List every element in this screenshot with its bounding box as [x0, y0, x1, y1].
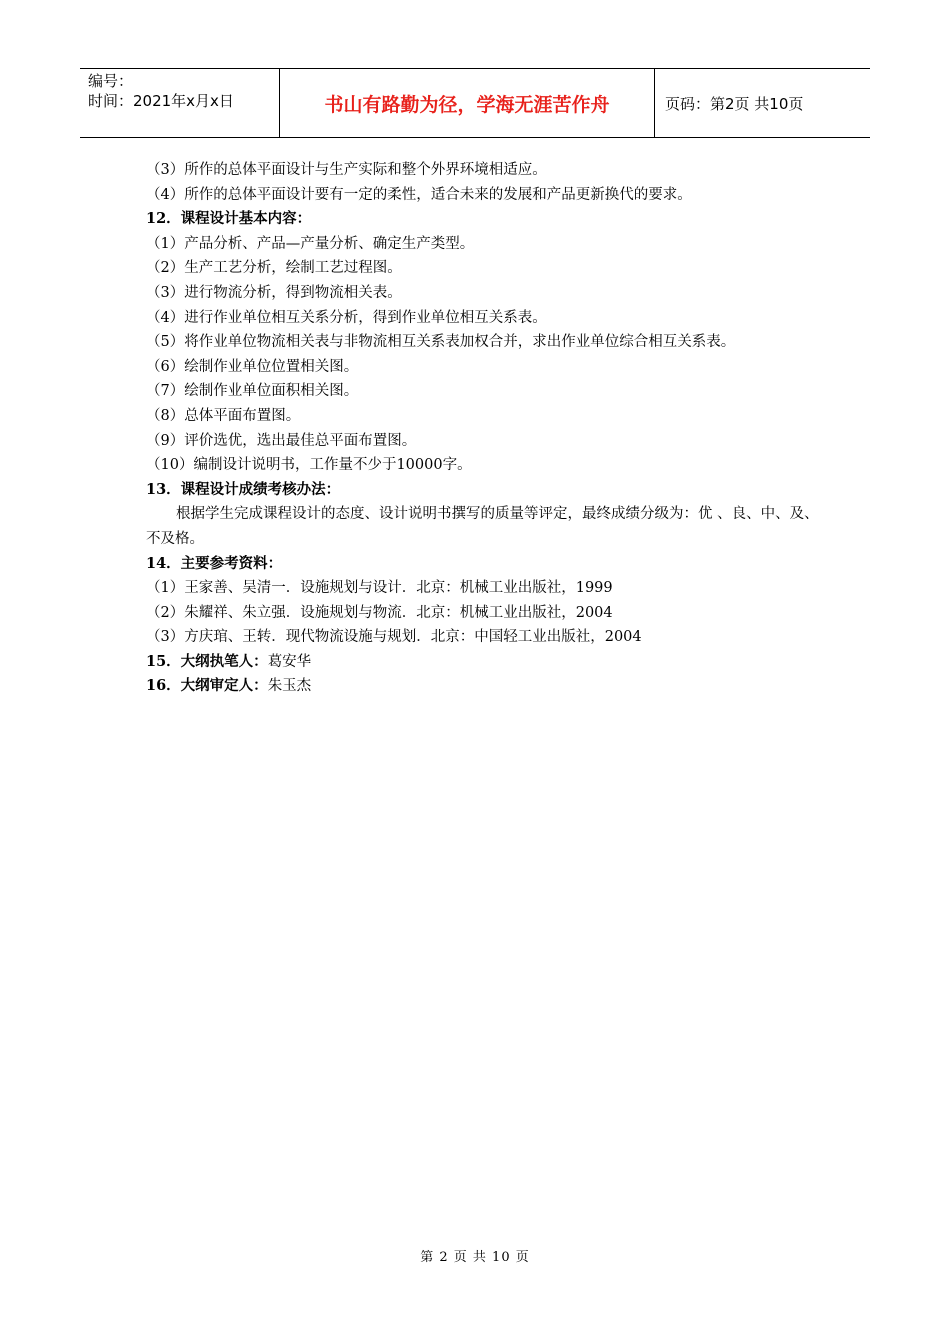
section-12-heading: 12．课程设计基本内容：	[146, 210, 312, 228]
reference-item: （2）朱耀祥、朱立强．设施规划与物流．北京：机械工业出版社，2004	[146, 604, 613, 621]
list-item: （8）总体平面布置图。	[146, 407, 301, 424]
document-body	[146, 158, 826, 699]
section-14-heading: 14．主要参考资料：	[146, 554, 283, 572]
paragraph-line: （3）所作的总体平面设计与生产实际和整个外界环境相适应。	[146, 162, 547, 178]
section-16-line	[146, 674, 826, 699]
list-item: （10）编制设计说明书，工作量不少于10000字。	[146, 457, 472, 474]
list-item: （6）绘制作业单位位置相关图。	[146, 358, 359, 375]
reference-item: （3）方庆琯、王转．现代物流设施与规划．北京：中国轻工业出版社，2004	[146, 629, 642, 646]
section-13-heading: 13．课程设计成绩考核办法：	[146, 480, 341, 498]
document-number-label: 编号：	[88, 72, 134, 90]
header-page-number: 页码：第2页 共10页	[665, 94, 804, 113]
paragraph-line: （4）所作的总体平面设计要有一定的柔性，适合未来的发展和产品更新换代的要求。	[146, 186, 692, 203]
syllabus-author: 葛安华	[267, 653, 312, 670]
page-header	[80, 68, 870, 138]
section-16-heading: 16．大纲审定人：	[146, 677, 268, 695]
syllabus-reviewer: 朱玉杰	[267, 678, 312, 695]
document-date: 时间：2021年x月x日	[88, 92, 234, 110]
section-15-line	[146, 650, 826, 675]
list-item: （5）将作业单位物流相关表与非物流相互关系表加权合并，求出作业单位综合相互关系表。	[146, 334, 736, 351]
list-item: （1）产品分析、产品—产量分析、确定生产类型。	[146, 235, 475, 252]
list-item: （4）进行作业单位相互关系分析，得到作业单位相互关系表。	[146, 309, 547, 326]
section-15-heading: 15．大纲执笔人：	[146, 652, 268, 670]
list-item: （9）评价选优，选出最佳总平面布置图。	[146, 432, 417, 449]
list-item: （7）绘制作业单位面积相关图。	[146, 383, 359, 400]
list-item: （2）生产工艺分析，绘制工艺过程图。	[146, 260, 402, 277]
page-footer: 第 2 页 共 10 页	[420, 1250, 530, 1265]
header-motto: 书山有路勤为径，学海无涯苦作舟	[280, 69, 655, 137]
list-item: （3）进行物流分析，得到物流相关表。	[146, 284, 402, 301]
grading-paragraph: 根据学生完成课程设计的态度、设计说明书撰写的质量等评定，最终成绩分级为：优 、良、中、及、不及格。	[146, 506, 819, 547]
header-meta	[80, 69, 280, 137]
reference-item: （1）王家善、吴清一．设施规划与设计．北京：机械工业出版社，1999	[146, 580, 613, 597]
